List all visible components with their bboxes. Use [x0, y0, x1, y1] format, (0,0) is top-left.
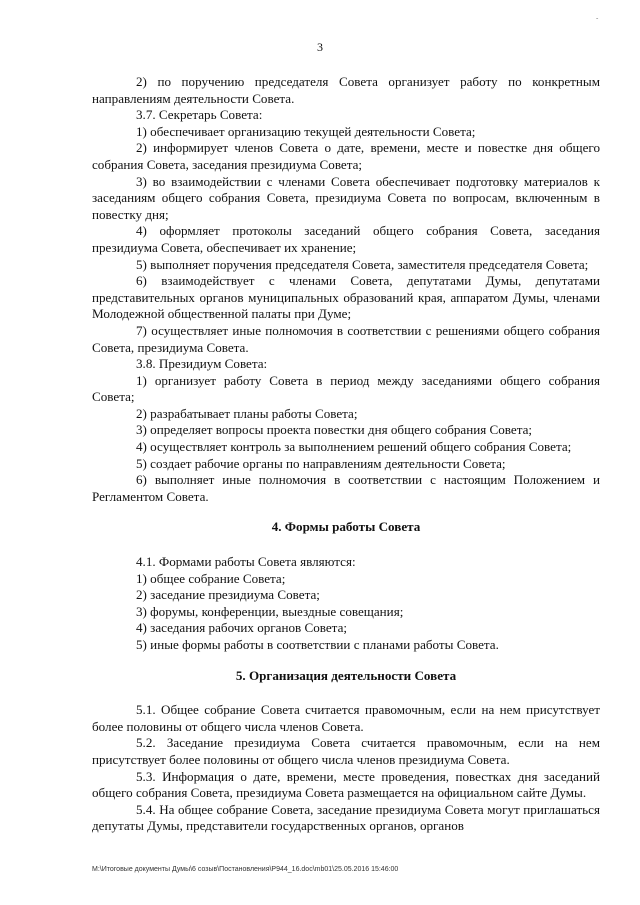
- paragraph: 3.7. Секретарь Совета:: [136, 107, 263, 123]
- paragraph: 5) создает рабочие органы по направлениям деятельности Совета;: [136, 455, 506, 471]
- paragraph: 5.2. Заседание президиума Совета считается правомочным, если на нем присутствует более половины от общего числа членов президиума Совета.: [92, 735, 600, 767]
- paragraph: 4) оформляет протоколы заседаний общего собрания Совета, заседания президиума Совета, обеспечивает их хранение;: [92, 223, 600, 255]
- paragraph: 3.8. Президиум Совета:: [136, 356, 268, 372]
- paragraph: 4) заседания рабочих органов Совета;: [136, 620, 348, 636]
- document-body: [92, 74, 600, 835]
- paragraph: 6) выполняет иные полномочия в соответствии с настоящим Положением и Регламентом Совета.: [92, 472, 600, 504]
- paragraph: 2) заседание президиума Совета;: [136, 587, 320, 603]
- footer-file-path: M:\Итоговые документы Думы\6 созыв\Постановления\P944_16.doc\mb01\25.05.2016 15:46:00: [92, 866, 399, 873]
- paragraph: 4.1. Формами работы Совета являются:: [136, 554, 356, 570]
- paragraph: 1) обеспечивает организацию текущей деятельности Совета;: [136, 123, 476, 139]
- paragraph: 3) во взаимодействии с членами Совета обеспечивает подготовку материалов к заседаниям общего собрания Совета, президиума Совета по вопросам, включенным в повестку дня;: [92, 173, 600, 222]
- paragraph: 4) осуществляет контроль за выполнением решений общего собрания Совета;: [136, 439, 572, 455]
- paragraph: 2) по поручению председателя Совета организует работу по конкретным направлениям деятельности Совета.: [92, 74, 600, 106]
- page-number: 3: [317, 40, 323, 54]
- corner-mark: -: [596, 14, 599, 22]
- paragraph: 5) иные формы работы в соответствии с планами работы Совета.: [136, 637, 499, 652]
- paragraph: 5) выполняет поручения председателя Совета, заместителя председателя Совета;: [136, 256, 589, 272]
- paragraph: 5.1. Общее собрание Совета считается правомочным, если на нем присутствует более половины от общего числа членов Совета.: [92, 702, 600, 734]
- paragraph: 5.3. Информация о дате, времени, месте проведения, повестках дня заседаний общего собрания Совета, президиума Совета размещается на официальном сайте Думы.: [92, 768, 600, 801]
- paragraph: 3) форумы, конференции, выездные совещания;: [136, 603, 404, 619]
- paragraph: 2) информирует членов Совета о дате, времени, месте и повестке дня общего собрания Совета, заседания президиума Совета;: [92, 140, 600, 172]
- paragraph: 5.4. На общее собрание Совета, заседание президиума Совета могут приглашаться депутаты Думы, представители государственных органов, органов: [92, 801, 600, 834]
- paragraph: 7) осуществляет иные полномочия в соответствии с решениями общего собрания Совета, президиума Совета.: [92, 322, 600, 355]
- section-4-heading: 4. Формы работы Совета: [271, 519, 421, 535]
- paragraph: 3) определяет вопросы проекта повестки дня общего собрания Совета;: [136, 422, 533, 438]
- paragraph: 1) общее собрание Совета;: [136, 570, 286, 586]
- paragraph: 2) разрабатывает планы работы Совета;: [136, 405, 358, 421]
- paragraph: 1) организует работу Совета в период между заседаниями общего собрания Совета;: [92, 372, 600, 405]
- section-5-heading: 5. Организация деятельности Совета: [235, 667, 457, 683]
- paragraph: 6) взаимодействует с членами Совета, депутатами Думы, депутатами представительных органов муниципальных образований края, аппаратом Думы, членами Молодежной общественной палаты при Думе;: [92, 273, 600, 322]
